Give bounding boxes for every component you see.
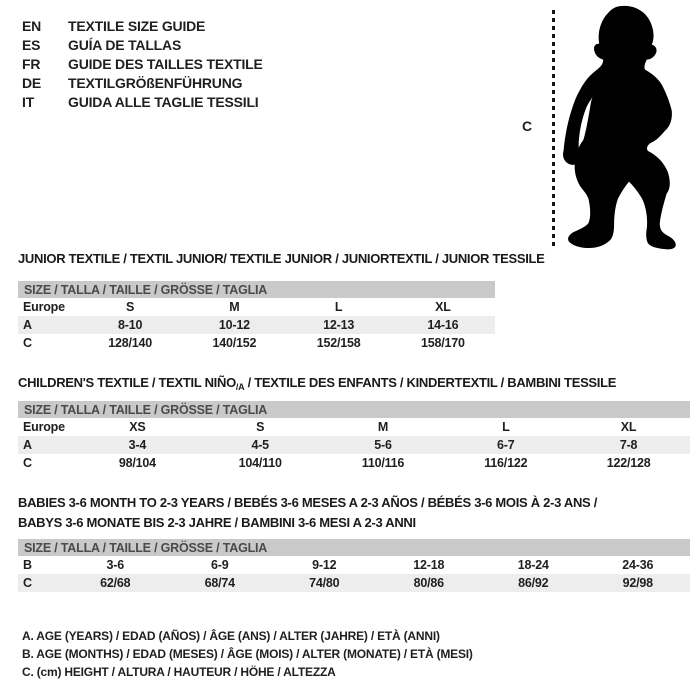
table-row [18,334,495,352]
footnote-line: A. AGE (YEARS) / EDAD (AÑOS) / ÂGE (ANS) / ALTER (JAHRE) / ETÀ (ANNI) [22,629,440,643]
junior-size-table [18,281,495,352]
row-label-cell: C [23,336,32,350]
section-title-text: / TEXTILE DES ENFANTS / KINDERTEXTIL / BAMBINI TESSILE [244,375,617,390]
language-row [22,73,263,92]
value-cell: 12-18 [413,558,445,572]
table-row [18,418,690,436]
value-cell: 6-9 [211,558,229,572]
value-cell: 158/170 [420,336,465,350]
table-row [18,454,690,472]
value-cell: 122/128 [606,456,651,470]
footnote-line: B. AGE (MONTHS) / EDAD (MESES) / ÂGE (MOIS) / ALTER (MONATE) / ETÀ (MESI) [22,647,473,661]
value-cell: 6-7 [497,438,515,452]
children-size-table [18,401,690,472]
language-label: GUIDA ALLE TAGLIE TESSILI [68,93,259,110]
value-cell: L [334,300,343,314]
value-cell: 62/68 [100,576,131,590]
table-row [18,436,690,454]
language-code: IT [22,93,35,110]
value-cell: 152/158 [316,336,361,350]
row-label-cell: C [23,576,32,590]
value-cell: 8-10 [118,318,143,332]
value-cell: 128/140 [108,336,153,350]
language-label: TEXTILE SIZE GUIDE [68,17,206,34]
size-header-band: SIZE / TALLA / TAILLE / GRÖSSE / TAGLIA [18,281,495,298]
value-cell: 10-12 [218,318,250,332]
row-label-cell: Europe [23,300,65,314]
section-title-text: BABYS 3-6 MONATE BIS 2-3 JAHRE / BAMBINI 3-6 MESI A 2-3 ANNI [18,515,416,530]
size-header-band: SIZE / TALLA / TAILLE / GRÖSSE / TAGLIA [18,539,690,556]
row-label-cell: B [23,558,32,572]
value-cell: 7-8 [619,438,638,452]
value-cell: 14-16 [427,318,459,332]
row-label-cell: A [23,318,32,332]
section-title-subscript: /A [235,382,245,392]
value-cell: 9-12 [312,558,337,572]
value-cell: XS [129,420,146,434]
language-row [22,54,263,73]
language-code: FR [22,55,41,72]
value-cell: 116/122 [484,456,528,470]
height-measure-label: C [522,118,533,134]
section-title-junior [18,249,545,269]
table-row [18,298,495,316]
toddler-silhouette-icon [558,4,698,252]
size-header-band: SIZE / TALLA / TAILLE / GRÖSSE / TAGLIA [18,401,690,418]
value-cell: 92/98 [622,576,653,590]
value-cell: 74/80 [309,576,340,590]
value-cell: 5-6 [374,438,392,452]
value-cell: 24-36 [622,558,654,572]
value-cell: 110/116 [361,456,405,470]
language-code: EN [22,17,42,34]
value-cell: 80/86 [413,576,444,590]
value-cell: XL [435,300,451,314]
language-label: GUÍA DE TALLAS [68,36,182,53]
footnote-line: C. (cm) HEIGHT / ALTURA / HAUTEUR / HÖHE / ALTEZZA [22,665,336,679]
row-label-cell: A [23,438,32,452]
value-cell: 104/110 [238,456,282,470]
language-row [22,16,263,35]
value-cell: 18-24 [517,558,549,572]
language-code: DE [22,74,42,91]
section-title-children [18,373,616,397]
section-title-text: BABIES 3-6 MONTH TO 2-3 YEARS / BEBÉS 3-6 MESES A 2-3 AÑOS / BÉBÉS 3-6 MOIS À 2-3 ANS / [18,495,598,510]
language-code: ES [22,36,41,53]
language-row [22,35,263,54]
value-cell: 12-13 [323,318,355,332]
value-cell: M [377,420,389,434]
language-row [22,92,263,111]
row-label-cell: Europe [23,420,65,434]
footnote-list [22,627,473,681]
value-cell: 68/74 [204,576,235,590]
language-label: TEXTILGRÖßENFÜHRUNG [68,74,243,91]
value-cell: S [126,300,135,314]
table-row [18,574,690,592]
language-list [22,16,263,111]
value-cell: 98/104 [118,456,156,470]
section-title-text: JUNIOR TEXTILE / TEXTIL JUNIOR/ TEXTILE JUNIOR / JUNIORTEXTIL / JUNIOR TESSILE [18,251,545,266]
value-cell: L [502,420,510,434]
value-cell: 4-5 [251,438,269,452]
table-row [18,316,495,334]
language-label: GUIDE DES TAILLES TEXTILE [68,55,263,72]
table-row [18,556,690,574]
section-title-babies [18,493,597,533]
section-title-text: CHILDREN'S TEXTILE / TEXTIL NIÑO [18,375,236,390]
value-cell: 140/152 [212,336,257,350]
row-label-cell: C [23,456,32,470]
height-measure-dashed-line [552,10,555,248]
babies-size-table [18,539,690,592]
value-cell: S [256,420,265,434]
value-cell: 3-6 [106,558,124,572]
value-cell: M [229,300,240,314]
value-cell: XL [620,420,637,434]
value-cell: 86/92 [518,576,549,590]
value-cell: 3-4 [128,438,147,452]
